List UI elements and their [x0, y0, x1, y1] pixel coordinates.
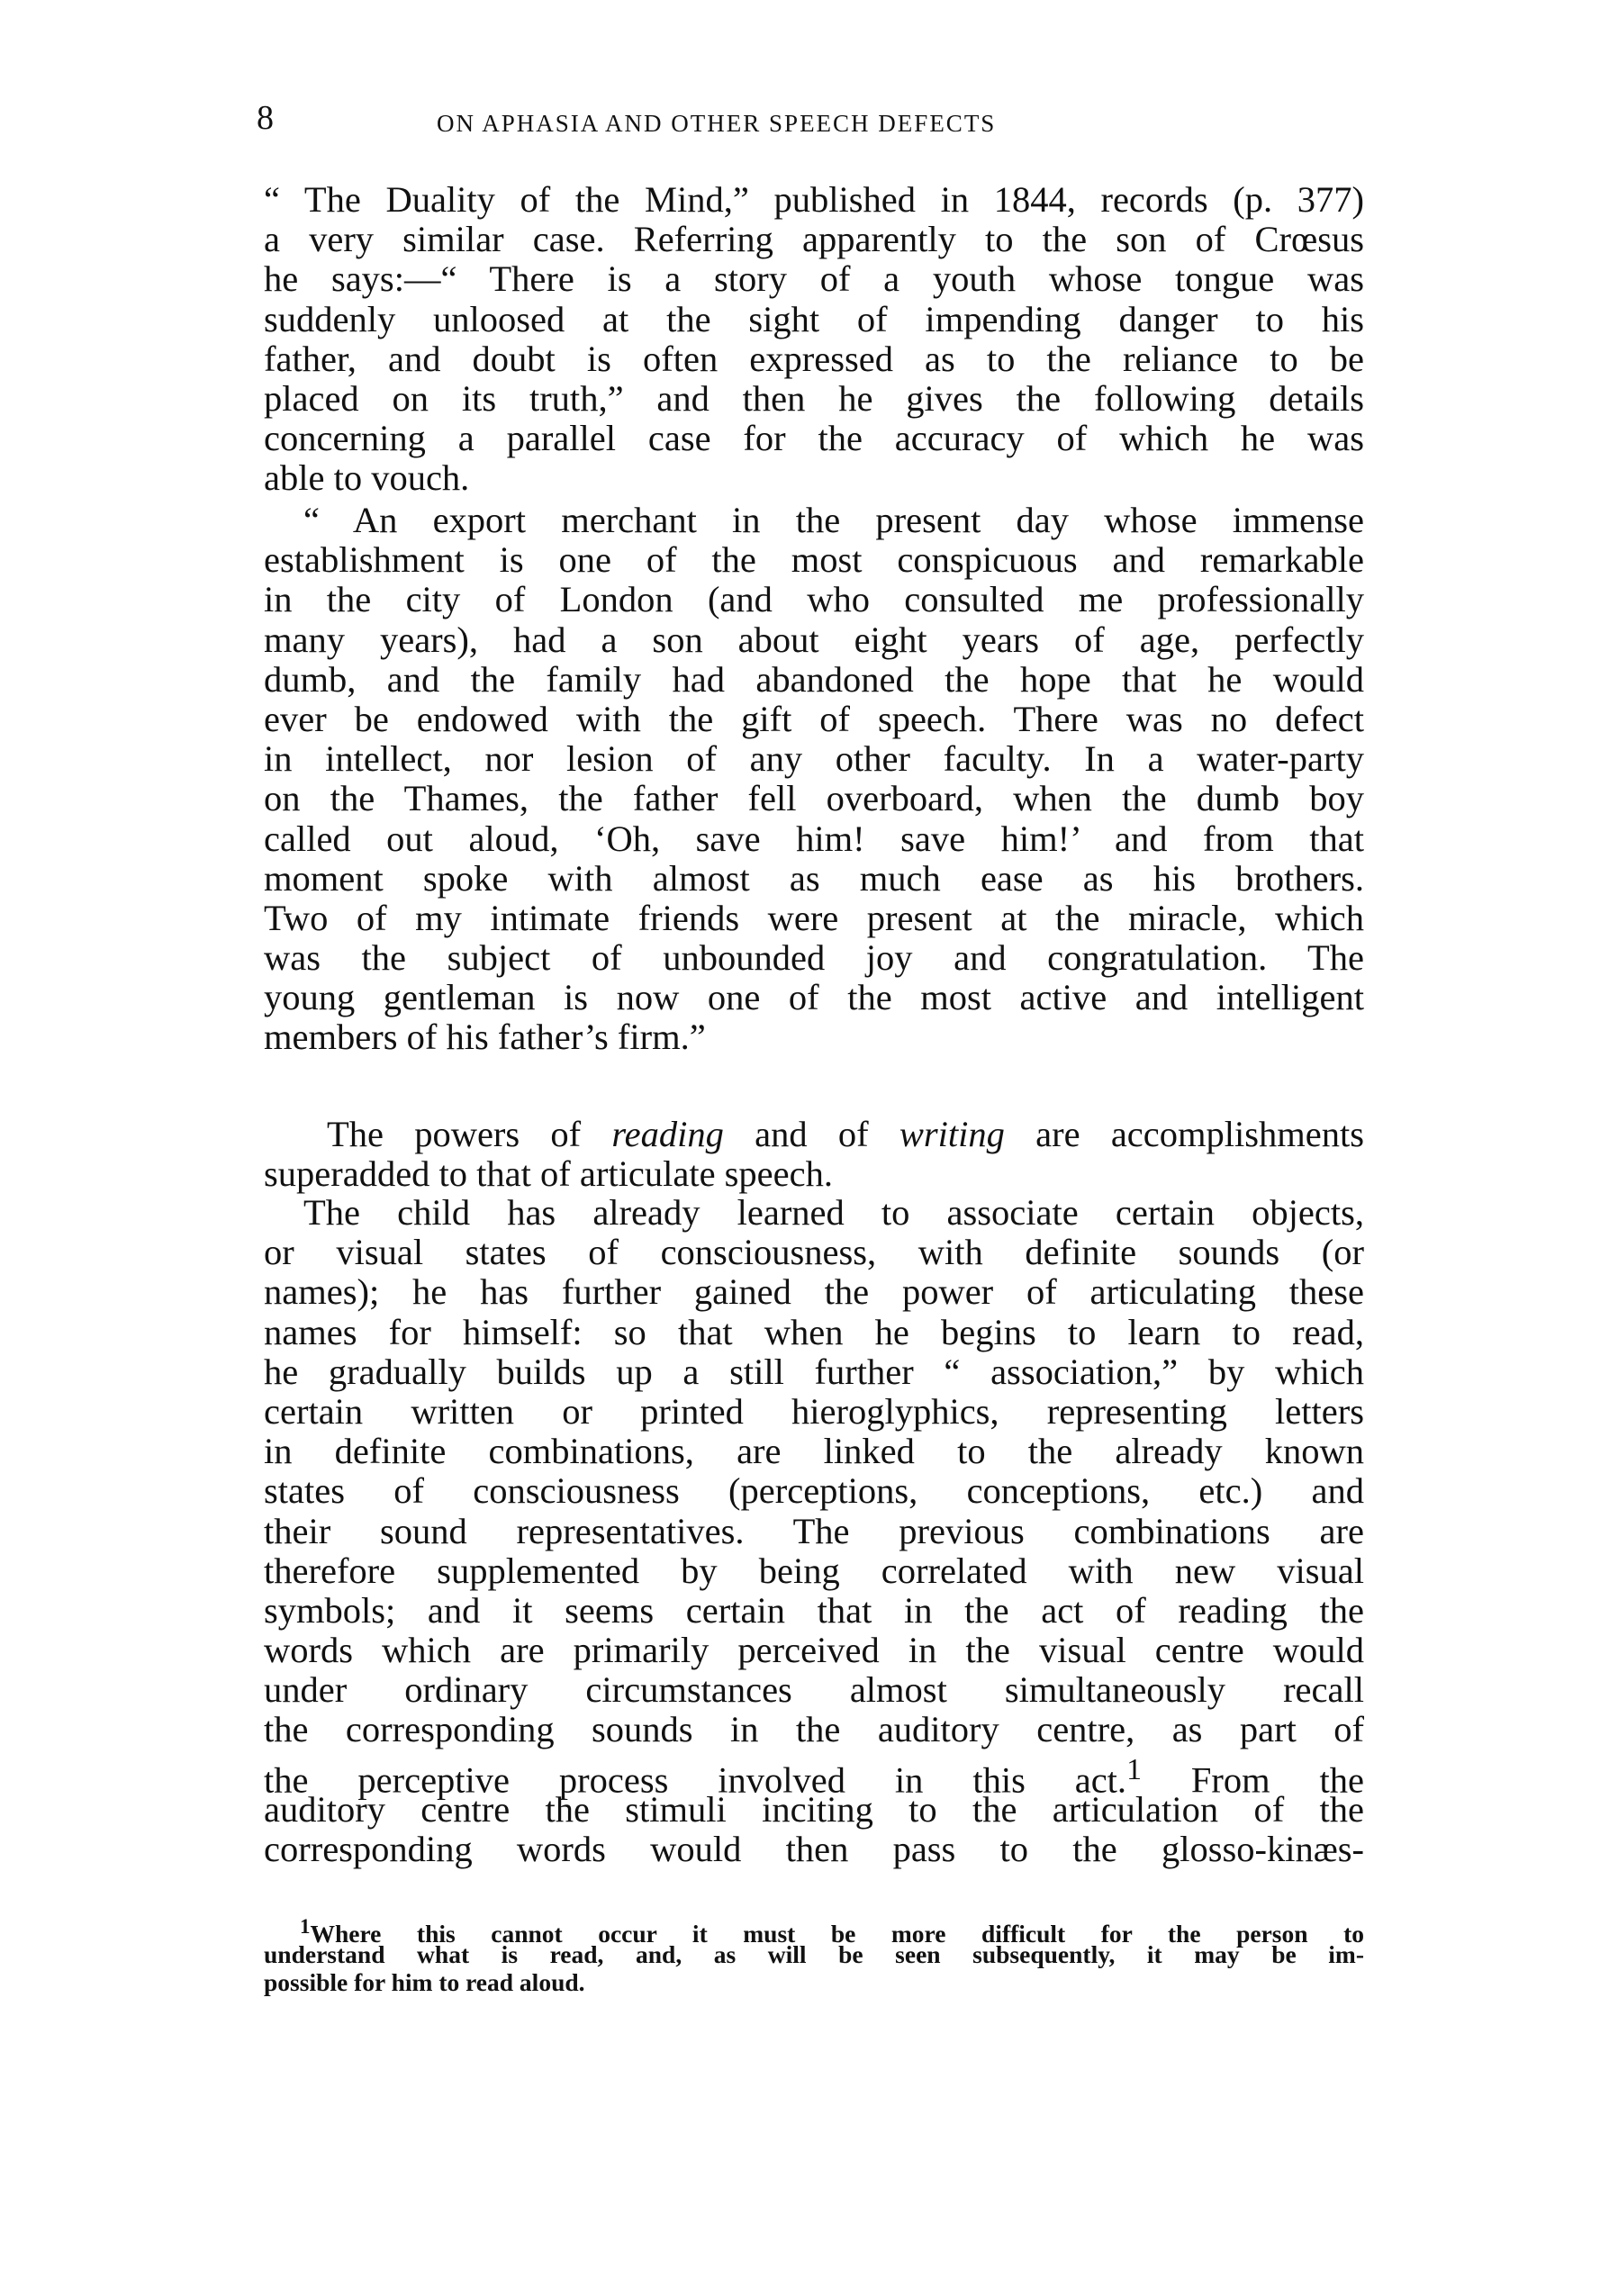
- footnote-reference[interactable]: 1: [1126, 1752, 1142, 1786]
- text-line: superadded to that of articulate speech.: [264, 1153, 833, 1195]
- text-line: ever be endowed with the gift of speech. There was no defect: [264, 698, 1364, 739]
- text-line: or visual states of consciousness, with definite sounds (or: [264, 1232, 1364, 1273]
- text-line: placed on its truth,” and then he gives the following details: [264, 377, 1364, 419]
- text-line: was the subject of unbounded joy and congratulation. The: [264, 937, 1364, 979]
- text-line: words which are primarily perceived in the visual centre would: [264, 1630, 1364, 1671]
- text-run: From the: [1141, 1759, 1364, 1801]
- text-line: moment spoke with almost as much ease as his brothers.: [264, 857, 1364, 899]
- text-line: many years), had a son about eight years of age, perfectly: [264, 619, 1364, 660]
- page-number: 8: [257, 99, 274, 137]
- text-line: father, and doubt is often expressed as to the reliance to be: [264, 338, 1364, 379]
- footnote-marker: 1: [300, 1915, 311, 1938]
- text-run: and of: [723, 1114, 899, 1154]
- text-line: “ An export merchant in the present day whose immense: [303, 500, 1364, 540]
- text-line: names for himself: so that when he begins to learn to read,: [264, 1311, 1364, 1352]
- text-line: suddenly unloosed at the sight of impending danger to his: [264, 298, 1364, 339]
- text-line: members of his father’s firm.”: [264, 1017, 706, 1058]
- text-run: are accomplishments: [1004, 1114, 1364, 1154]
- text-run: Where this cannot occur it must be more difficult for the person to: [310, 1920, 1364, 1948]
- footnote: [264, 1912, 1364, 1996]
- text-line: corresponding words would then pass to the glosso-kinæs-: [264, 1829, 1364, 1869]
- text-line: states of consciousness (perceptions, conceptions, etc.) and: [264, 1470, 1364, 1512]
- running-title: ON APHASIA AND OTHER SPEECH DEFECTS: [437, 110, 997, 137]
- text-line: a very similar case. Referring apparently to the son of Crœsus: [264, 219, 1364, 260]
- text-line: he gradually builds up a still further “ association,” by which: [264, 1351, 1364, 1392]
- text-line: certain written or printed hieroglyphics, representing letters: [264, 1390, 1364, 1432]
- text-line: symbols; and it seems certain that in the act of reading the: [264, 1589, 1364, 1631]
- paragraph-merchant-quotation: [264, 501, 1364, 1058]
- text-line: their sound representatives. The previous combinations are: [264, 1510, 1364, 1551]
- paragraph-reading-writing: [264, 1115, 1364, 1194]
- text-line: therefore supplemented by being correlated with new visual: [264, 1550, 1364, 1591]
- text-line: under ordinary circumstances almost simultaneously recall: [264, 1669, 1364, 1711]
- text-line: [264, 1115, 1364, 1154]
- footnote-line: possible for him to read aloud.: [264, 1968, 585, 1996]
- text-line: able to vouch.: [264, 457, 470, 499]
- text-line: Two of my intimate friends were present at the miracle, which: [264, 897, 1364, 938]
- text-run: The powers of: [327, 1114, 612, 1154]
- text-line: [264, 1750, 1364, 1801]
- text-line: in the city of London (and who consulted me professionally: [264, 579, 1364, 620]
- emphasis-reading: reading: [611, 1114, 724, 1154]
- text-line: establishment is one of the most conspicuous and remarkable: [264, 539, 1364, 581]
- text-line: in intellect, nor lesion of any other faculty. In a water-party: [264, 738, 1364, 780]
- text-line: auditory centre the stimuli inciting to the articulation of the: [264, 1788, 1364, 1830]
- footnote-line: understand what is read, and, as will be seen subsequently, it may be im-: [264, 1940, 1364, 1968]
- text-line: The child has already learned to associate certain objects,: [303, 1192, 1364, 1233]
- text-line: called out aloud, ‘Oh, save him! save him!’ and from that: [264, 818, 1364, 859]
- text-line: he says:—“ There is a story of a youth whose tongue was: [264, 258, 1364, 300]
- emphasis-writing: writing: [899, 1114, 1005, 1154]
- text-line: in definite combinations, are linked to the already known: [264, 1431, 1364, 1472]
- text-line: “ The Duality of the Mind,” published in 1844, records (p. 377): [264, 179, 1364, 220]
- text-run: the perceptive process involved in this act.: [264, 1759, 1127, 1801]
- text-line: dumb, and the family had abandoned the hope that he would: [264, 658, 1364, 700]
- paragraph-child-learning: [264, 1193, 1364, 1869]
- paragraph-duality-of-mind: [264, 180, 1364, 499]
- text-line: on the Thames, the father fell overboard, when the dumb boy: [264, 778, 1364, 819]
- text-line: young gentleman is now one of the most active and intelligent: [264, 977, 1364, 1018]
- footnote-line: [264, 1912, 1364, 1948]
- text-line: names); he has further gained the power of articulating these: [264, 1271, 1364, 1313]
- text-line: the corresponding sounds in the auditory centre, as part of: [264, 1709, 1364, 1750]
- text-line: concerning a parallel case for the accuracy of which he was: [264, 418, 1364, 459]
